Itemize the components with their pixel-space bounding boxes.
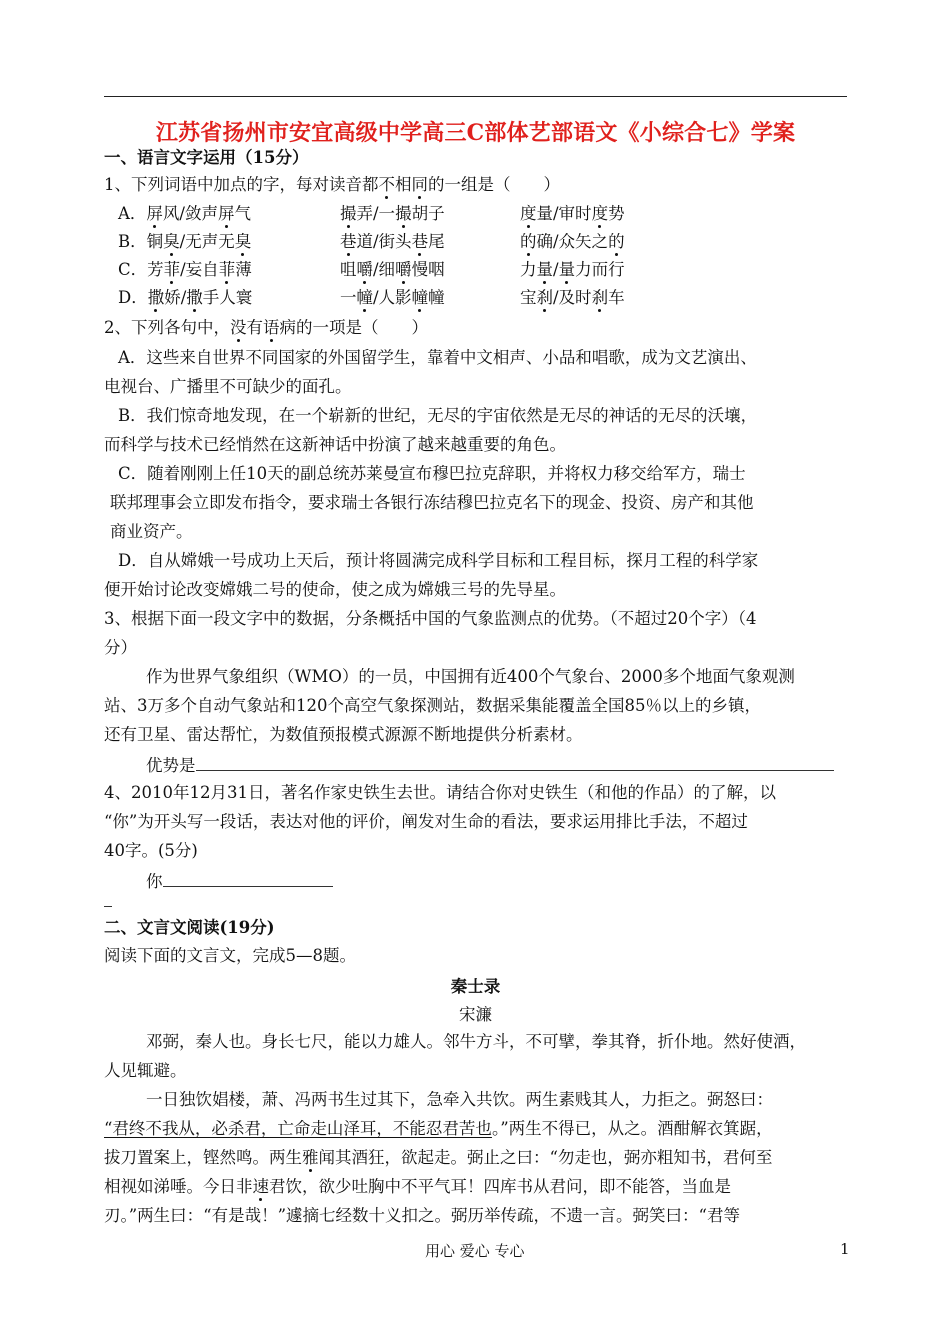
header-rule [104,96,847,97]
passage-author: 宋濂 [459,1005,492,1024]
question-1-stem: 1、下列词语中加点的字，每对读音都不相同的一组是（ ） [104,175,560,194]
q4-answer-label: 你 [146,872,163,891]
q2-line-9: 便开始讨论改变嫦娥二号的使命，使之成为嫦娥三号的先导星。 [104,580,566,599]
para1-line-1: 邓弼，秦人也。身长七尺，能以力雄人。邻牛方斗，不可擘，拳其脊，折仆地。然好使酒， [146,1032,806,1051]
stray-underline [104,906,112,907]
underlined-sentence: “君终不我从，必杀君，亡命走山泽耳，不能忍君苦也 [104,1119,492,1138]
question-4-line-1: 4、2010年12月31日，著名作家史铁生去世。请结合你对史铁生（和他的作品）的了解，以 [104,783,776,802]
section-heading-2: 二、文言文阅读(19分) [104,918,275,937]
q1-option-c-3: 力量/量力而行 [520,260,625,279]
q1-option-b-2: 巷道/街头巷尾 [340,232,445,251]
para2-line-2-rest: 。”两生不得已，从之。酒酣解衣箕踞， [491,1119,773,1138]
q1-option-b-1: B．铜臭/无声无臭 [118,232,252,251]
q2-line-6: 联邦理事会立即发布指令，要求瑞士各银行冻结穆巴拉克名下的现金、投资、房产和其他 [110,493,754,512]
q3-answer-blank[interactable] [196,752,834,771]
para2-line-2 [104,1117,773,1141]
q2-line-2: 电视台、广播里不可缺少的面孔。 [104,377,352,396]
question-2-stem: 2、下列各句中，没有语病的一项是（ ） [104,318,428,337]
q3-passage-line-1: 作为世界气象组织（WMO）的一员，中国拥有近400个气象台、2000多个地面气象观测 [146,667,795,686]
q1-option-a-2: 撮弄/一撮胡子 [340,204,445,223]
q2-line-4: 而科学与技术已经悄然在这新神话中扮演了越来越重要的角色。 [104,435,566,454]
q4-answer-row [146,868,333,894]
q1-option-d-2: 一幢/人影幢幢 [340,288,445,307]
q1-option-d-3: 宝刹/及时刹车 [520,288,625,307]
q2-line-5: C．随着刚刚上任10天的副总统苏莱曼宣布穆巴拉克辞职，并将权力移交给军方，瑞士 [118,464,746,483]
q1-option-a-3: 度量/审时度势 [520,204,625,223]
q4-answer-blank[interactable] [163,868,333,887]
para2-line-1: 一日独饮娼楼，萧、冯两书生过其下，急牵入共饮。两生素贱其人，力拒之。弼怒曰： [146,1090,773,1109]
q3-answer-label: 优势是 [146,756,196,775]
q1-option-a-1: A．屏风/敛声屏气 [118,204,251,223]
para2-line-3: 拔刀置案上，铿然鸣。两生雅闻其酒狂，欲起走。弼止之曰：“勿走也，弼亦粗知书，君何至 [104,1148,773,1167]
q1-option-b-3: 的确/众矢之的 [520,232,625,251]
q3-passage-line-2: 站、3万多个自动气象站和120个高空气象探测站，数据采集能覆盖全国85％以上的乡镇， [104,696,761,715]
reading-intro: 阅读下面的文言文，完成5—8题。 [104,946,356,965]
passage-title: 秦士录 [450,977,501,996]
q3-passage-line-3: 还有卫星、雷达帮忙，为数值预报模式源源不断地提供分析素材。 [104,725,583,744]
question-4-line-3: 40字。(5分) [104,841,198,860]
footer-motto: 用心 爱心 专心 [425,1242,525,1260]
question-4-line-2: “你”为开头写一段话，表达对他的评价，阐发对生命的看法，要求运用排比手法，不超过 [104,812,748,831]
q2-line-1: A．这些来自世界不同国家的外国留学生，靠着中文相声、小品和唱歌，成为文艺演出、 [118,348,757,367]
q2-line-7: 商业资产。 [110,522,193,541]
question-3-stem-cont: 分） [104,638,137,657]
q2-line-3: B．我们惊奇地发现，在一个崭新的世纪，无尽的宇宙依然是无尽的神话的无尽的沃壤， [118,406,758,425]
page-number: 1 [840,1240,850,1258]
section-heading-1: 一、语言文字运用（15分） [104,148,309,167]
q2-line-8: D．自从嫦娥一号成功上天后，预计将圆满完成科学目标和工程目标，探月工程的科学家 [118,551,759,570]
para2-line-5: 刃。”两生曰：“有是哉！”遽摘七经数十义扣之。弼历举传疏，不遗一言。弼笑曰：“君等 [104,1206,740,1225]
q1-option-d-1: D．撒娇/撒手人寰 [118,288,253,307]
document-title: 江苏省扬州市安宜高级中学高三C部体艺部语文《小综合七》学案 [155,120,796,146]
question-3-stem: 3、根据下面一段文字中的数据，分条概括中国的气象监测点的优势。（不超过20个字）（4 [104,609,757,628]
para2-line-4: 相视如涕唾。今日非速君饮，欲少吐胸中不平气耳！四库书从君问，即不能答，当血是 [104,1177,731,1196]
q1-option-c-1: C．芳菲/妄自菲薄 [118,260,252,279]
q3-answer-row [146,752,834,778]
para1-line-2: 人见辄避。 [104,1061,187,1080]
q1-option-c-2: 咀嚼/细嚼慢咽 [340,260,445,279]
